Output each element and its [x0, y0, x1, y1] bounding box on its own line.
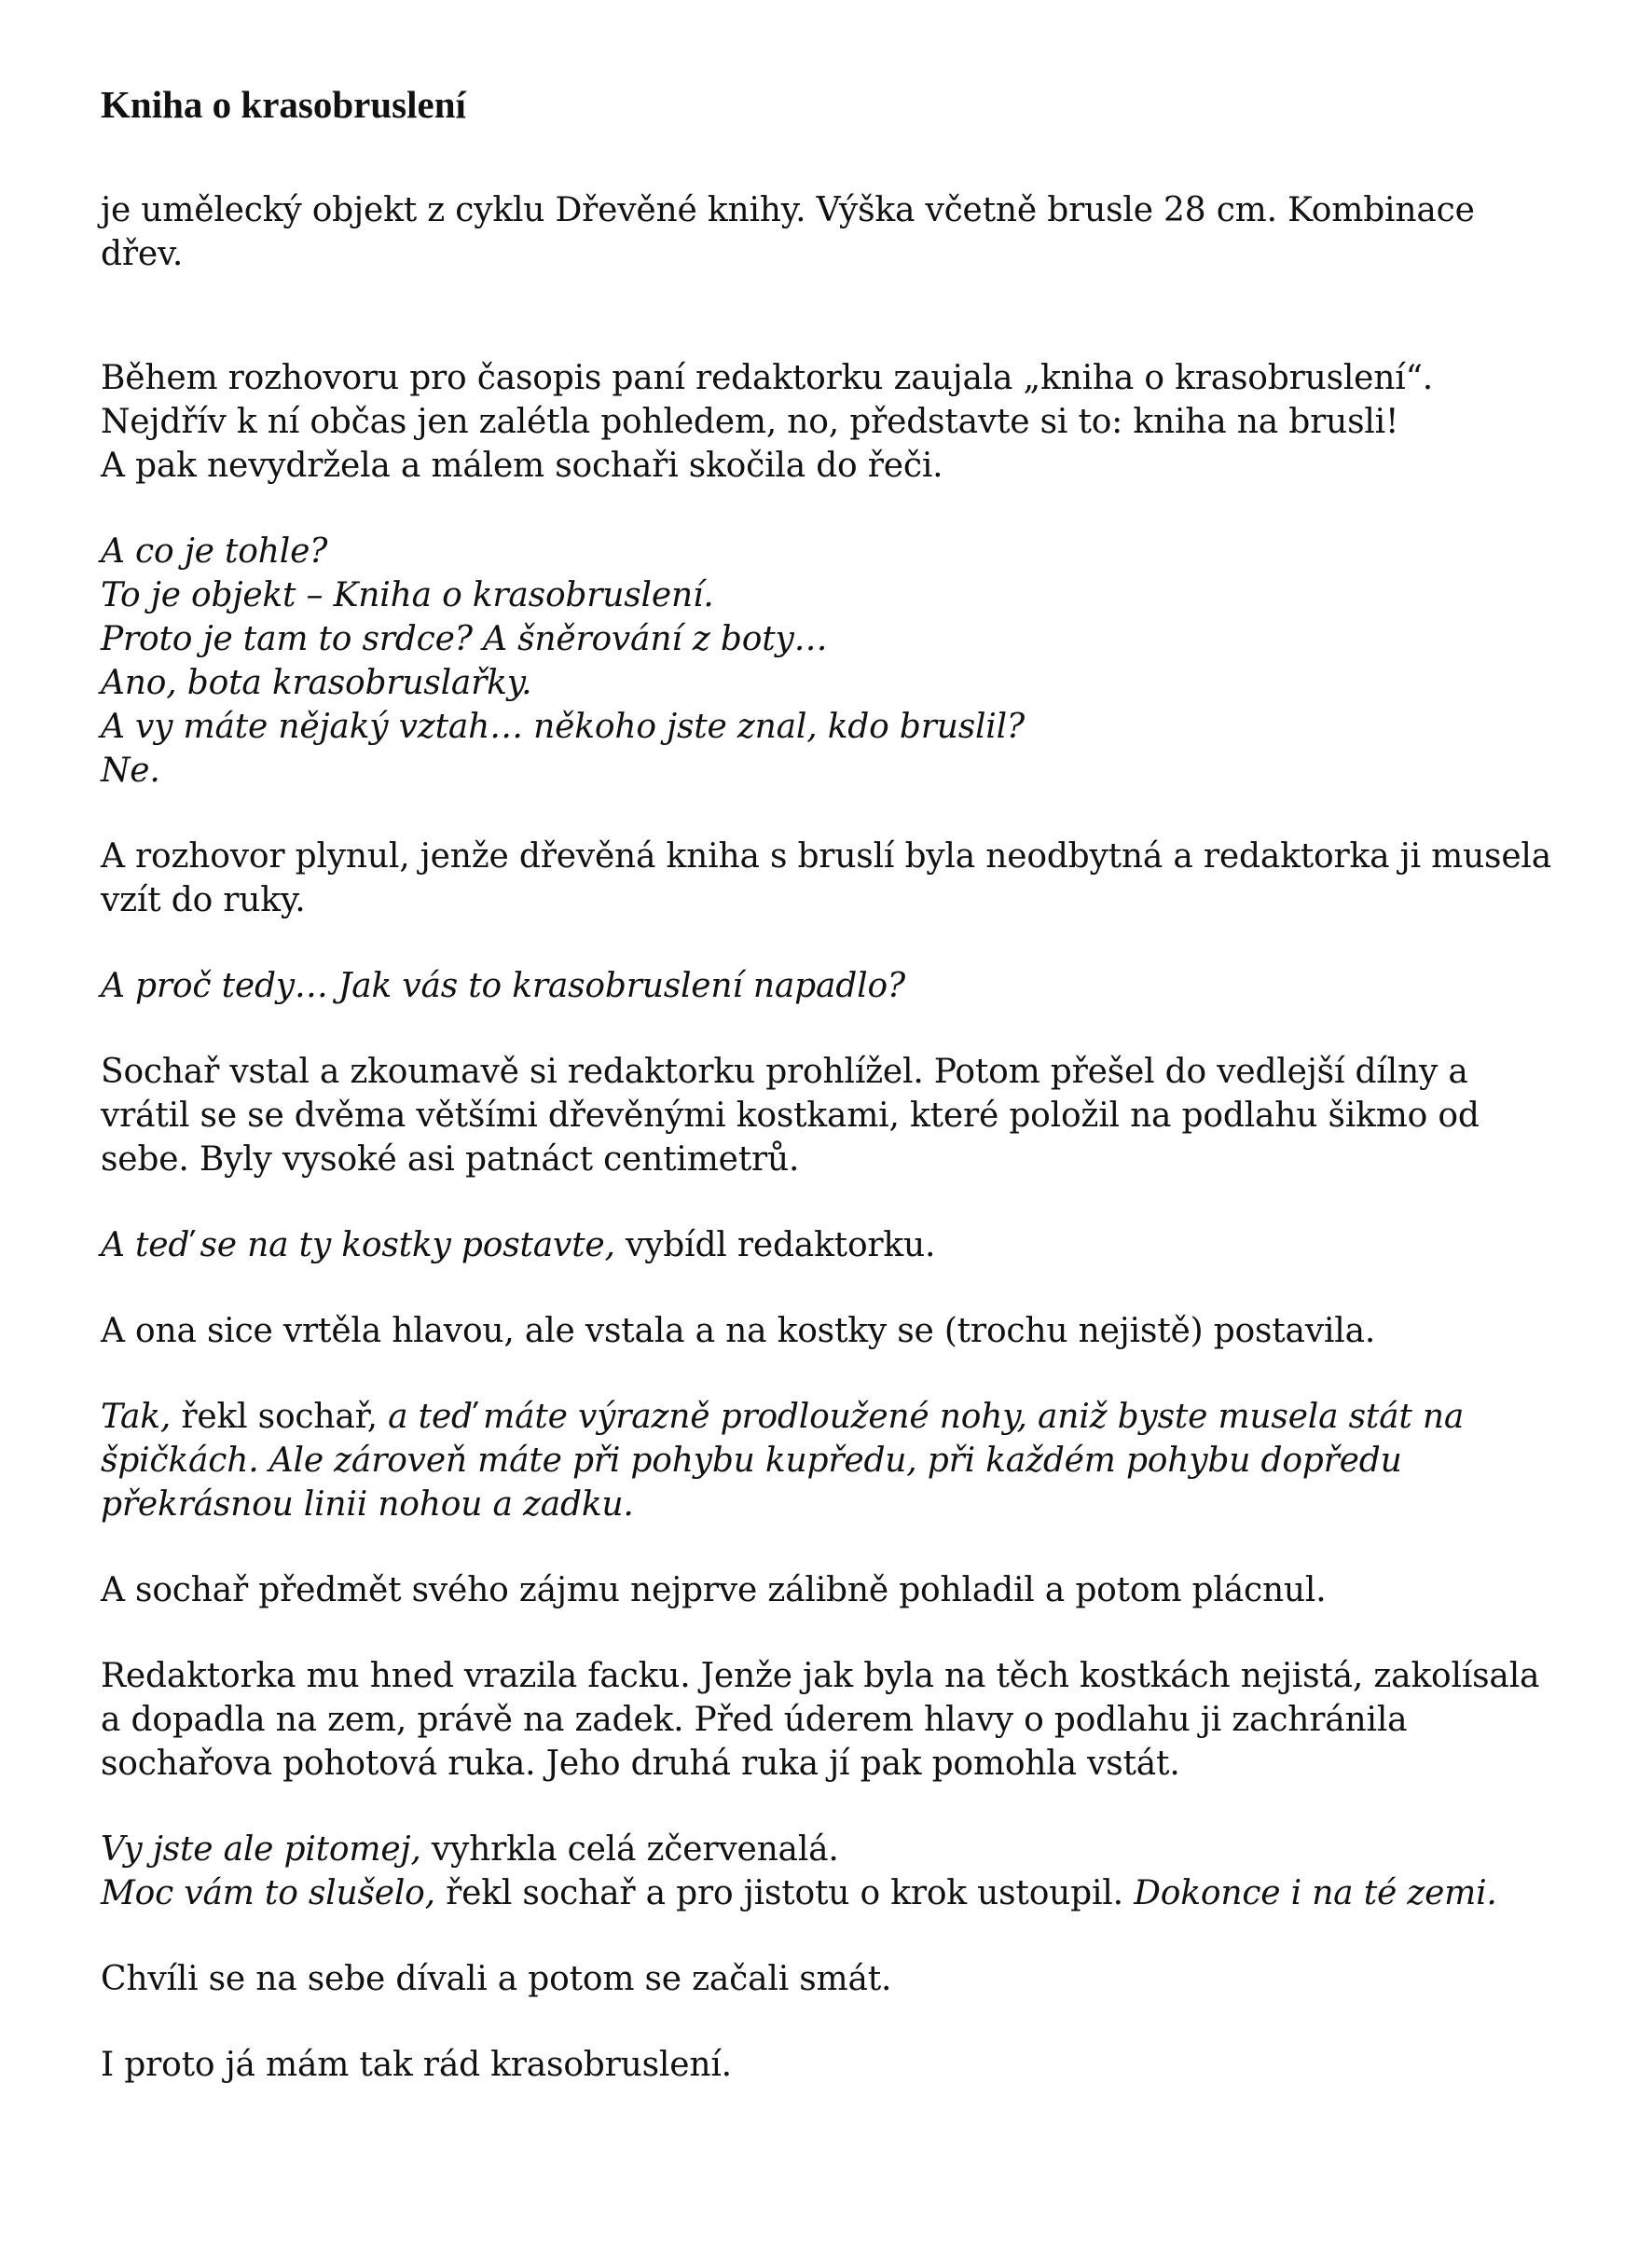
narration-text: vyhrkla celá zčervenalá.: [420, 1830, 839, 1869]
paragraph-interview: [101, 356, 1555, 488]
text-line: překrásnou linii nohou a zadku.: [101, 1485, 634, 1524]
text-line: je umělecký objekt z cyklu Dřevěné knihy. Výška včetně brusle 28 cm. Kombinace: [101, 191, 1475, 229]
document-page: [101, 82, 1555, 2087]
text-line: vrátil se se dvěma většími dřevěnými kostkami, které položil na podlahu šikmo od: [101, 1097, 1480, 1135]
intro-paragraph: [101, 188, 1555, 276]
narration-text: řekl sochař,: [171, 1398, 378, 1436]
text-line: vzít do ruky.: [101, 881, 306, 919]
text-line: a dopadla na zem, právě na zadek. Před úderem hlavy o podlahu ji zachránila: [101, 1701, 1408, 1739]
question-line: A proč tedy… Jak vás to krasobruslení napadlo?: [101, 967, 906, 1005]
paragraph-pat: A sochař předmět svého zájmu nejprve zálibně pohladil a potom plácnul.: [101, 1571, 1327, 1609]
text-line: Nejdřív k ní občas jen zalétla pohledem, no, představte si to: kniha na brusli!: [101, 403, 1399, 441]
speech-text: Dokonce i na té zemi.: [1122, 1874, 1497, 1912]
text-line: [101, 1828, 1555, 1871]
speech-text: A teď se na ty kostky postavte,: [101, 1226, 615, 1264]
text-line: Sochař vstal a zkoumavě si redaktorku prohlížel. Potom přešel do vedlejší dílny a: [101, 1053, 1468, 1091]
text-line: Během rozhovoru pro časopis paní redaktorku zaujala „kniha o krasobruslení“.: [101, 359, 1434, 397]
text-line: A rozhovor plynul, jenže dřevěná kniha s bruslí byla neodbytná a redaktorka ji musela: [101, 837, 1552, 876]
text-line: sochařova pohotová ruka. Jeho druhá ruka jí pak pomohla vstát.: [101, 1745, 1180, 1783]
dialogue-line: Ano, bota krasobruslařky.: [101, 664, 532, 702]
speech-text: a teď máte výrazně prodloužené nohy, aniž byste musela stát na: [377, 1398, 1465, 1436]
text-line: [101, 1395, 1555, 1439]
text-line: dřev.: [101, 235, 184, 273]
dialogue-line: A vy máte nějaký vztah… někoho jste znal, kdo bruslil?: [101, 708, 1026, 746]
paragraph-slap: [101, 1654, 1555, 1786]
text-line: špičkách. Ale zároveň máte při pohybu kupředu, při každém pohybu dopředu: [101, 1442, 1402, 1480]
paragraph-conversation: [101, 835, 1555, 922]
text-line: Redaktorka mu hned vrazila facku. Jenže jak byla na těch kostkách nejistá, zakolísala: [101, 1657, 1540, 1695]
text-line: [101, 1871, 1555, 1915]
paragraph-stand-up: [101, 1223, 1555, 1267]
dialogue-line: A co je tohle?: [101, 532, 328, 571]
text-line: A pak nevydržela a málem sochaři skočila do řeči.: [101, 447, 943, 485]
document-title: Kniha o krasobruslení: [101, 83, 466, 126]
narration-text: vybídl redaktorku.: [614, 1226, 936, 1264]
paragraph-exchange: [101, 1828, 1555, 1915]
dialogue-line: To je objekt – Kniha o krasobruslení.: [101, 576, 714, 614]
paragraph-legs: [101, 1395, 1555, 1526]
paragraph-laugh: Chvíli se na sebe dívali a potom se začali smát.: [101, 1960, 892, 1998]
speech-text: Vy jste ale pitomej,: [101, 1830, 421, 1869]
paragraph-sculptor: [101, 1050, 1555, 1181]
dialogue-block: [101, 530, 1555, 793]
narration-text: řekl sochař a pro jistotu o krok ustoupil.: [434, 1874, 1123, 1912]
speech-text: Moc vám to slušelo,: [101, 1874, 435, 1912]
text-line: sebe. Byly vysoké asi patnáct centimetrů.: [101, 1140, 800, 1179]
dialogue-line: Ne.: [101, 752, 160, 790]
dialogue-line: Proto je tam to srdce? A šněrování z boty…: [101, 620, 828, 658]
speech-text: Tak,: [101, 1398, 172, 1436]
paragraph-closing: I proto já mám tak rád krasobruslení.: [101, 2046, 732, 2084]
paragraph-she-stood: A ona sice vrtěla hlavou, ale vstala a na kostky se (trochu nejistě) postavila.: [101, 1312, 1376, 1350]
